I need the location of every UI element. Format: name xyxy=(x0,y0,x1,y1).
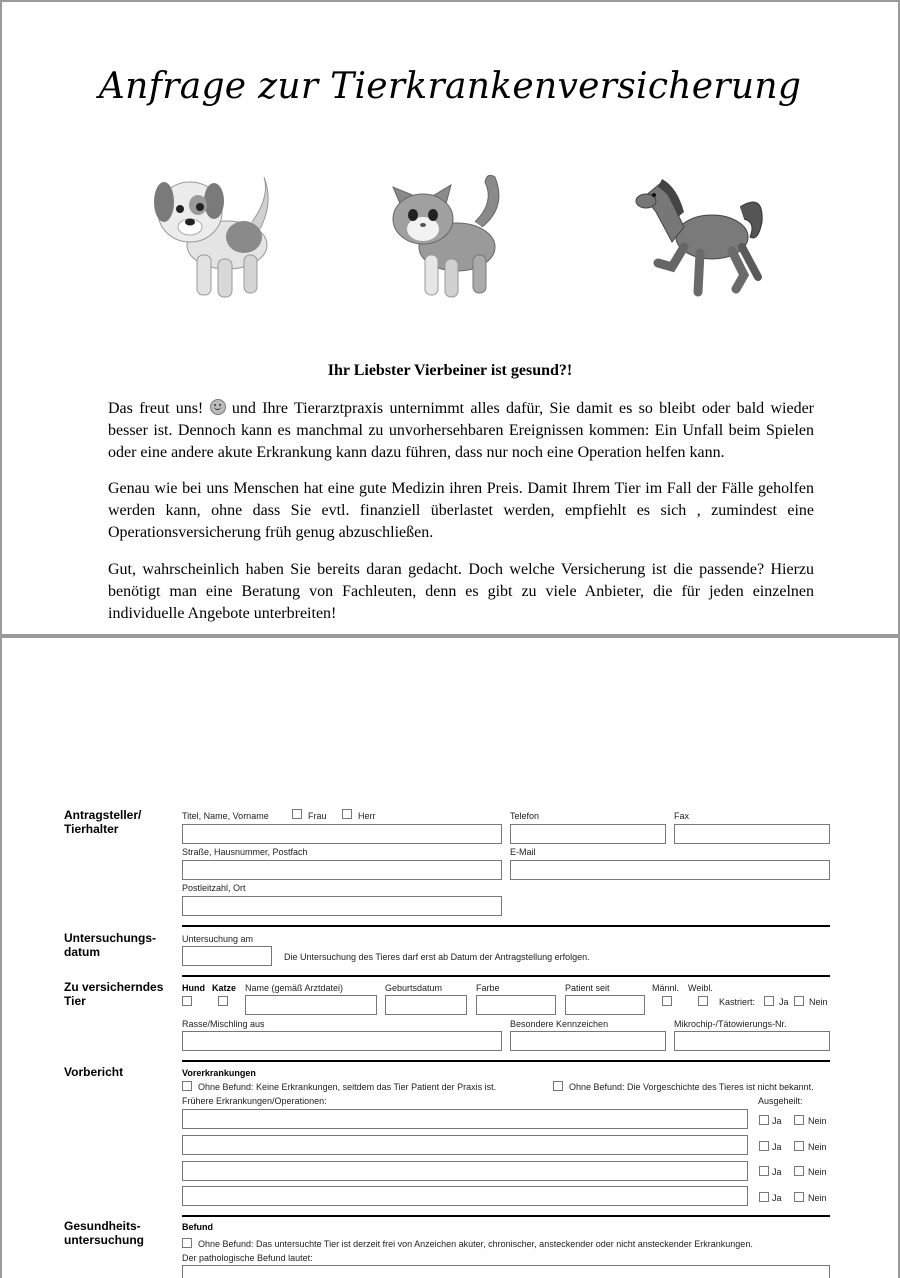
exam-date-field[interactable] xyxy=(182,946,272,966)
pathology-label: Der pathologische Befund lautet: xyxy=(182,1253,313,1263)
katze-label: Katze xyxy=(212,983,237,993)
smiley-icon xyxy=(210,399,226,415)
neutered-yes-checkbox[interactable] xyxy=(764,996,774,1006)
pet-name-label: Name (gemäß Arztdatei) xyxy=(245,983,344,993)
health-label-1: Gesundheits- xyxy=(64,1219,141,1233)
street-field[interactable] xyxy=(182,860,502,880)
animal-label-1: Zu versicherndes xyxy=(64,980,164,994)
male-checkbox[interactable] xyxy=(662,996,672,1006)
healed-no-checkbox-2[interactable] xyxy=(794,1141,804,1151)
history-opt1-checkbox[interactable] xyxy=(182,1081,192,1091)
name-field[interactable] xyxy=(182,824,502,844)
history-opt2-checkbox[interactable] xyxy=(553,1081,563,1091)
healed-yes-label-2: Ja xyxy=(772,1142,782,1152)
cat-emoji xyxy=(387,167,517,302)
healed-yes-checkbox-2[interactable] xyxy=(759,1141,769,1151)
exam-date-field-label: Untersuchung am xyxy=(182,934,254,944)
document-title: Anfrage zur Tierkrankenversicherung xyxy=(98,66,802,107)
page-2-form xyxy=(2,638,898,1278)
exam-date-label-1: Untersuchungs- xyxy=(64,931,157,945)
herr-checkbox[interactable] xyxy=(342,809,352,819)
marks-label: Besondere Kennzeichen xyxy=(510,1019,609,1029)
section-divider xyxy=(182,975,830,977)
history-section-label: Vorbericht xyxy=(64,1065,124,1079)
healed-no-label-1: Nein xyxy=(808,1116,827,1126)
zip-field[interactable] xyxy=(182,896,502,916)
health-section-label xyxy=(64,1219,144,1247)
fax-label: Fax xyxy=(674,811,690,821)
pathology-field[interactable] xyxy=(182,1265,830,1278)
katze-checkbox[interactable] xyxy=(218,996,228,1006)
paragraph-3: Gut, wahrscheinlich haben Sie bereits daran gedacht. Doch welche Versicherung ist die passende? Hierzu benötigt man eine Beratung von Fachleuten, denn es gibt zu viele Anbieter, die für jeden einzelnen individuelle Angebote unterbreiten! xyxy=(108,561,814,622)
previous-label: Frühere Erkrankungen/Operationen: xyxy=(182,1096,327,1106)
birth-label: Geburtsdatum xyxy=(385,983,443,993)
fax-field[interactable] xyxy=(674,824,830,844)
applicant-label-1: Antragsteller/ xyxy=(64,808,142,822)
herr-label: Herr xyxy=(358,811,376,821)
paragraph-2: Genau wie bei uns Menschen hat eine gute Medizin ihren Preis. Damit Ihrem Tier im Fall der Fälle geholfen werden kann, ohne dass Sie evtl. finanziell überlastet werden, empfiehlt es sich , zumindest eine Operationsversicherung früh genug abzuschließen. xyxy=(108,480,814,541)
pet-name-field[interactable] xyxy=(245,995,377,1015)
history-opt2-label: Ohne Befund: Die Vorgeschichte des Tieres ist nicht bekannt. xyxy=(569,1082,814,1092)
animal-label-2: Tier xyxy=(64,994,86,1008)
female-label: Weibl. xyxy=(688,983,713,993)
street-label: Straße, Hausnummer, Postfach xyxy=(182,847,308,857)
health-heading: Befund xyxy=(182,1222,213,1232)
intro-heading: Ihr Liebster Vierbeiner ist gesund?! xyxy=(327,362,573,379)
applicant-label-2: Tierhalter xyxy=(64,822,119,836)
health-label-2: untersuchung xyxy=(64,1233,144,1247)
applicant-section-label xyxy=(64,808,141,836)
neutered-no-checkbox[interactable] xyxy=(794,996,804,1006)
patient-since-label: Patient seit xyxy=(565,983,610,993)
female-checkbox[interactable] xyxy=(698,996,708,1006)
healed-no-checkbox-1[interactable] xyxy=(794,1115,804,1125)
exam-date-label-2: datum xyxy=(64,945,100,959)
hund-label: Hund xyxy=(182,983,205,993)
paragraph-1-start: Das freut uns! xyxy=(108,400,204,417)
section-divider xyxy=(182,1060,830,1062)
healed-yes-label-1: Ja xyxy=(772,1116,782,1126)
email-label: E-Mail xyxy=(510,847,536,857)
history-heading: Vorerkrankungen xyxy=(182,1068,256,1078)
healed-no-label-4: Nein xyxy=(808,1193,827,1203)
animal-section-label xyxy=(64,980,163,1008)
neutered-no-label: Nein xyxy=(809,997,828,1007)
section-divider xyxy=(182,1215,830,1217)
name-label: Titel, Name, Vorname xyxy=(182,811,269,821)
healed-yes-label-4: Ja xyxy=(772,1193,782,1203)
patient-since-field[interactable] xyxy=(565,995,645,1015)
healed-yes-checkbox-4[interactable] xyxy=(759,1192,769,1202)
healed-yes-checkbox-3[interactable] xyxy=(759,1166,769,1176)
previous-field-2[interactable] xyxy=(182,1135,748,1155)
previous-field-1[interactable] xyxy=(182,1109,748,1129)
previous-field-4[interactable] xyxy=(182,1186,748,1206)
previous-field-3[interactable] xyxy=(182,1161,748,1181)
health-opt1-label: Ohne Befund: Das untersuchte Tier ist derzeit frei von Anzeichen akuter, chronischer, ansteckender oder nicht ansteckender Erkrankungen. xyxy=(198,1239,753,1249)
page-1 xyxy=(2,2,898,634)
email-field[interactable] xyxy=(510,860,830,880)
color-field[interactable] xyxy=(476,995,556,1015)
health-opt1-checkbox[interactable] xyxy=(182,1238,192,1248)
zip-label: Postleitzahl, Ort xyxy=(182,883,246,893)
healed-no-checkbox-4[interactable] xyxy=(794,1192,804,1202)
telefon-label: Telefon xyxy=(510,811,540,821)
hund-checkbox[interactable] xyxy=(182,996,192,1006)
healed-no-label-3: Nein xyxy=(808,1167,827,1177)
healed-yes-label-3: Ja xyxy=(772,1167,782,1177)
exam-date-section-label xyxy=(64,931,156,959)
breed-label: Rasse/Mischling aus xyxy=(182,1019,265,1029)
telefon-field[interactable] xyxy=(510,824,666,844)
neutered-yes-label: Ja xyxy=(779,997,789,1007)
breed-field[interactable] xyxy=(182,1031,502,1051)
dog-emoji xyxy=(152,167,282,302)
marks-field[interactable] xyxy=(510,1031,666,1051)
male-label: Männl. xyxy=(652,983,680,993)
chip-field[interactable] xyxy=(674,1031,830,1051)
horse-emoji xyxy=(632,167,772,307)
healed-no-label-2: Nein xyxy=(808,1142,827,1152)
paragraph-1 xyxy=(108,398,814,464)
frau-checkbox[interactable] xyxy=(292,809,302,819)
healed-label: Ausgeheilt: xyxy=(758,1096,803,1106)
exam-date-note: Die Untersuchung des Tieres darf erst ab Datum der Antragstellung erfolgen. xyxy=(284,952,590,962)
neutered-label: Kastriert: xyxy=(719,997,756,1007)
chip-label: Mikrochip-/Tätowierungs-Nr. xyxy=(674,1019,787,1029)
color-label: Farbe xyxy=(476,983,500,993)
birth-field[interactable] xyxy=(385,995,467,1015)
history-opt1-label: Ohne Befund: Keine Erkrankungen, seitdem das Tier Patient der Praxis ist. xyxy=(198,1082,497,1092)
frau-label: Frau xyxy=(308,811,327,821)
healed-yes-checkbox-1[interactable] xyxy=(759,1115,769,1125)
section-divider xyxy=(182,925,830,927)
healed-no-checkbox-3[interactable] xyxy=(794,1166,804,1176)
paragraph-1-rest: und Ihre Tierarztpraxis unternimmt alles dafür, Sie damit es so bleibt oder bald wieder besser ist. Dennoch kann es manchmal zu unvorhersehbaren Ereignissen kommen: Ein Unfall beim Spielen oder eine andere akute Erkrankung kann dazu führen, dass nur noch eine Operation helfen kann. xyxy=(108,400,815,461)
